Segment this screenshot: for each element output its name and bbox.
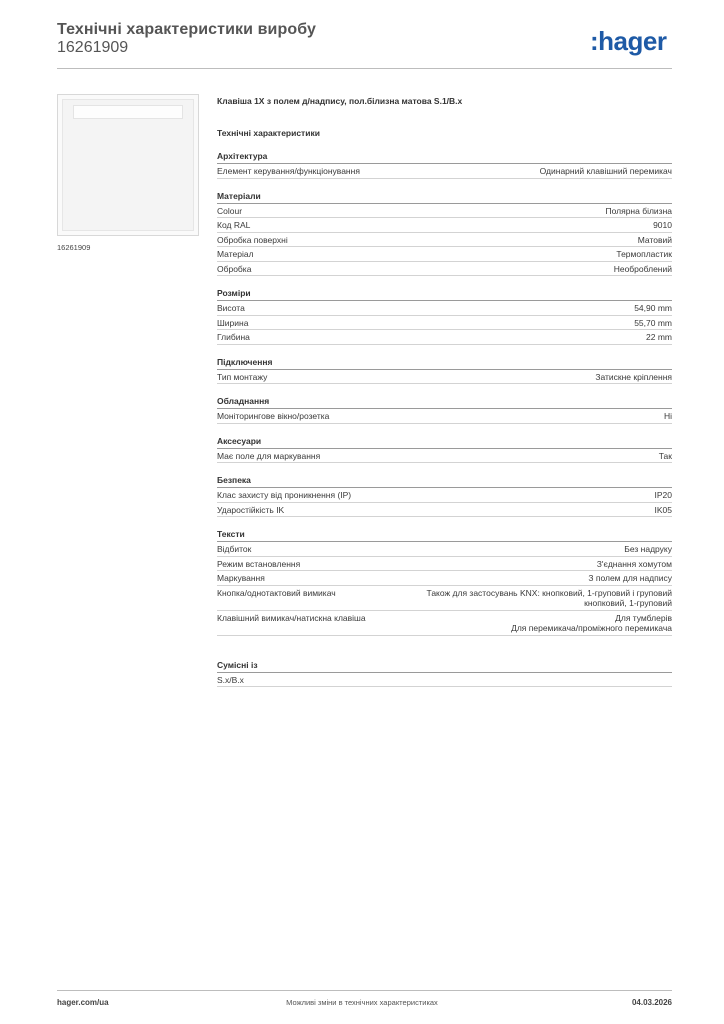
spec-value [655,490,673,501]
spec-value [634,303,672,314]
spec-value-line: Також для застосувань KNX: кнопковий, 1-груповий і груповий [426,587,672,598]
product-code: 16261909 [57,39,129,56]
spec-label: Моніторингове вікно/розетка [217,411,330,421]
spec-label: Colour [217,205,243,216]
spec-value-line: Необроблений [613,263,672,274]
spec-label: Висота [217,303,245,313]
spec-label: Клавішний вимикач/натискна клавіша [217,612,366,623]
spec-section [217,357,672,385]
spec-row [217,488,672,503]
spec-row [217,164,672,179]
section-heading: Безпека [217,475,672,488]
spec-label: Глибина [217,332,250,342]
section-heading: Обладнання [217,396,672,409]
spec-value-line: З'єднання хомутом [596,558,672,569]
section-heading: Архітектура [217,151,672,164]
footer-disclaimer: Можливі зміни в технічних характеристиках [286,998,438,1007]
spec-section [217,151,672,179]
section-heading: Тексти [217,529,672,542]
spec-value-line: Так [658,450,672,461]
spec-value-line: 22 mm [646,332,672,342]
spec-content [217,96,672,699]
spec-row [217,673,672,688]
spec-value [540,166,672,177]
spec-label: Обробка поверхні [217,234,288,245]
hager-logo: :hager [590,26,667,56]
spec-row [217,301,672,316]
spec-value [638,235,672,246]
spec-value-line: 54,90 mm [634,303,672,313]
spec-value-line: З полем для надпису [588,573,672,583]
spec-row [217,586,672,611]
spec-row [217,542,672,557]
spec-row [217,262,672,277]
spec-label: Елемент керування/функціонування [217,166,360,176]
spec-value [624,544,672,555]
product-image [57,94,199,236]
spec-label: Обробка [217,263,252,274]
spec-value [595,372,672,383]
footer-website: hager.com/ua [57,998,109,1007]
spec-value [605,206,672,217]
label-field-picture [73,105,183,119]
spec-sections [217,151,672,636]
spec-label: Режим встановлення [217,558,301,569]
spec-row [217,503,672,518]
section-heading: Матеріали [217,191,672,204]
spec-label: Кнопка/однотактовий вимикач [217,587,336,598]
spec-label: Ширина [217,317,249,328]
spec-value-line: Термопластик [616,249,672,259]
spec-label: Має поле для маркування [217,450,321,461]
spec-section [217,191,672,277]
spec-section [217,475,672,517]
spec-value-line: кнопковий, 1-груповий [584,598,672,608]
spec-section [217,288,672,345]
spec-value [646,332,672,343]
page-title: Технічні характеристики виробу [57,21,316,38]
spec-value-line: Для тумблерів [615,612,672,623]
spec-value [614,264,672,275]
spec-row [217,316,672,331]
footer-date: 04.03.2026 [631,998,672,1007]
spec-row [217,247,672,262]
image-caption: 16261909 [57,243,91,252]
compat-section [217,660,672,688]
tech-heading: Технічні характеристики [217,128,320,138]
spec-value-line: Без надруку [624,544,672,554]
spec-label: Ударостійкість IK [217,504,285,515]
spec-value [427,588,672,609]
spec-label: Код RAL [217,220,251,230]
spec-label: Тип монтажу [217,371,268,382]
spec-section [217,436,672,464]
spec-row [217,370,672,385]
spec-row [217,233,672,248]
spec-row [217,557,672,572]
spec-label: Клас захисту від проникнення (IP) [217,490,352,500]
spec-value-line: 9010 [653,220,672,230]
spec-value [588,573,672,584]
spec-value [616,249,672,260]
spec-value-line: Ні [663,411,672,421]
section-heading: Розміри [217,288,672,301]
spec-value [655,505,673,516]
spec-row [217,409,672,424]
spec-row [217,204,672,219]
section-heading: Аксесуари [217,436,672,449]
spec-row [217,611,672,636]
spec-label: Відбиток [217,544,252,554]
spec-value-line: IK05 [654,504,672,515]
footer-divider [57,990,672,991]
spec-value-line: Для перемикача/проміжного перемикача [511,623,672,633]
spec-row [217,218,672,233]
spec-value-line: Матовий [637,234,672,245]
section-heading: Підключення [217,357,672,370]
section-heading: Сумісні із [217,660,672,673]
spec-row [217,571,672,586]
spec-value [597,559,672,570]
spec-value-line: Полярна білизна [605,205,672,216]
spec-label: Маркування [217,573,265,583]
spec-value [659,451,672,462]
header-divider [57,68,672,69]
spec-row [217,330,672,345]
spec-row [217,449,672,464]
spec-value-line: 55,70 mm [634,317,672,328]
spec-value [664,411,672,422]
spec-label: Матеріал [217,249,254,259]
switch-plate-picture [62,99,194,231]
spec-value [634,318,672,329]
spec-section [217,396,672,424]
spec-section [217,529,672,636]
spec-value [511,613,672,634]
spec-value-line: Одинарний клавішний перемикач [539,166,672,176]
spec-label: S.x/B.x [217,674,244,685]
spec-value-line: IP20 [654,490,672,500]
spec-value [653,220,672,231]
spec-value-line: Затискне кріплення [595,371,672,382]
product-title: Клавіша 1X з полем д/надпису, пол.білизна матова S.1/B.x [217,96,463,106]
